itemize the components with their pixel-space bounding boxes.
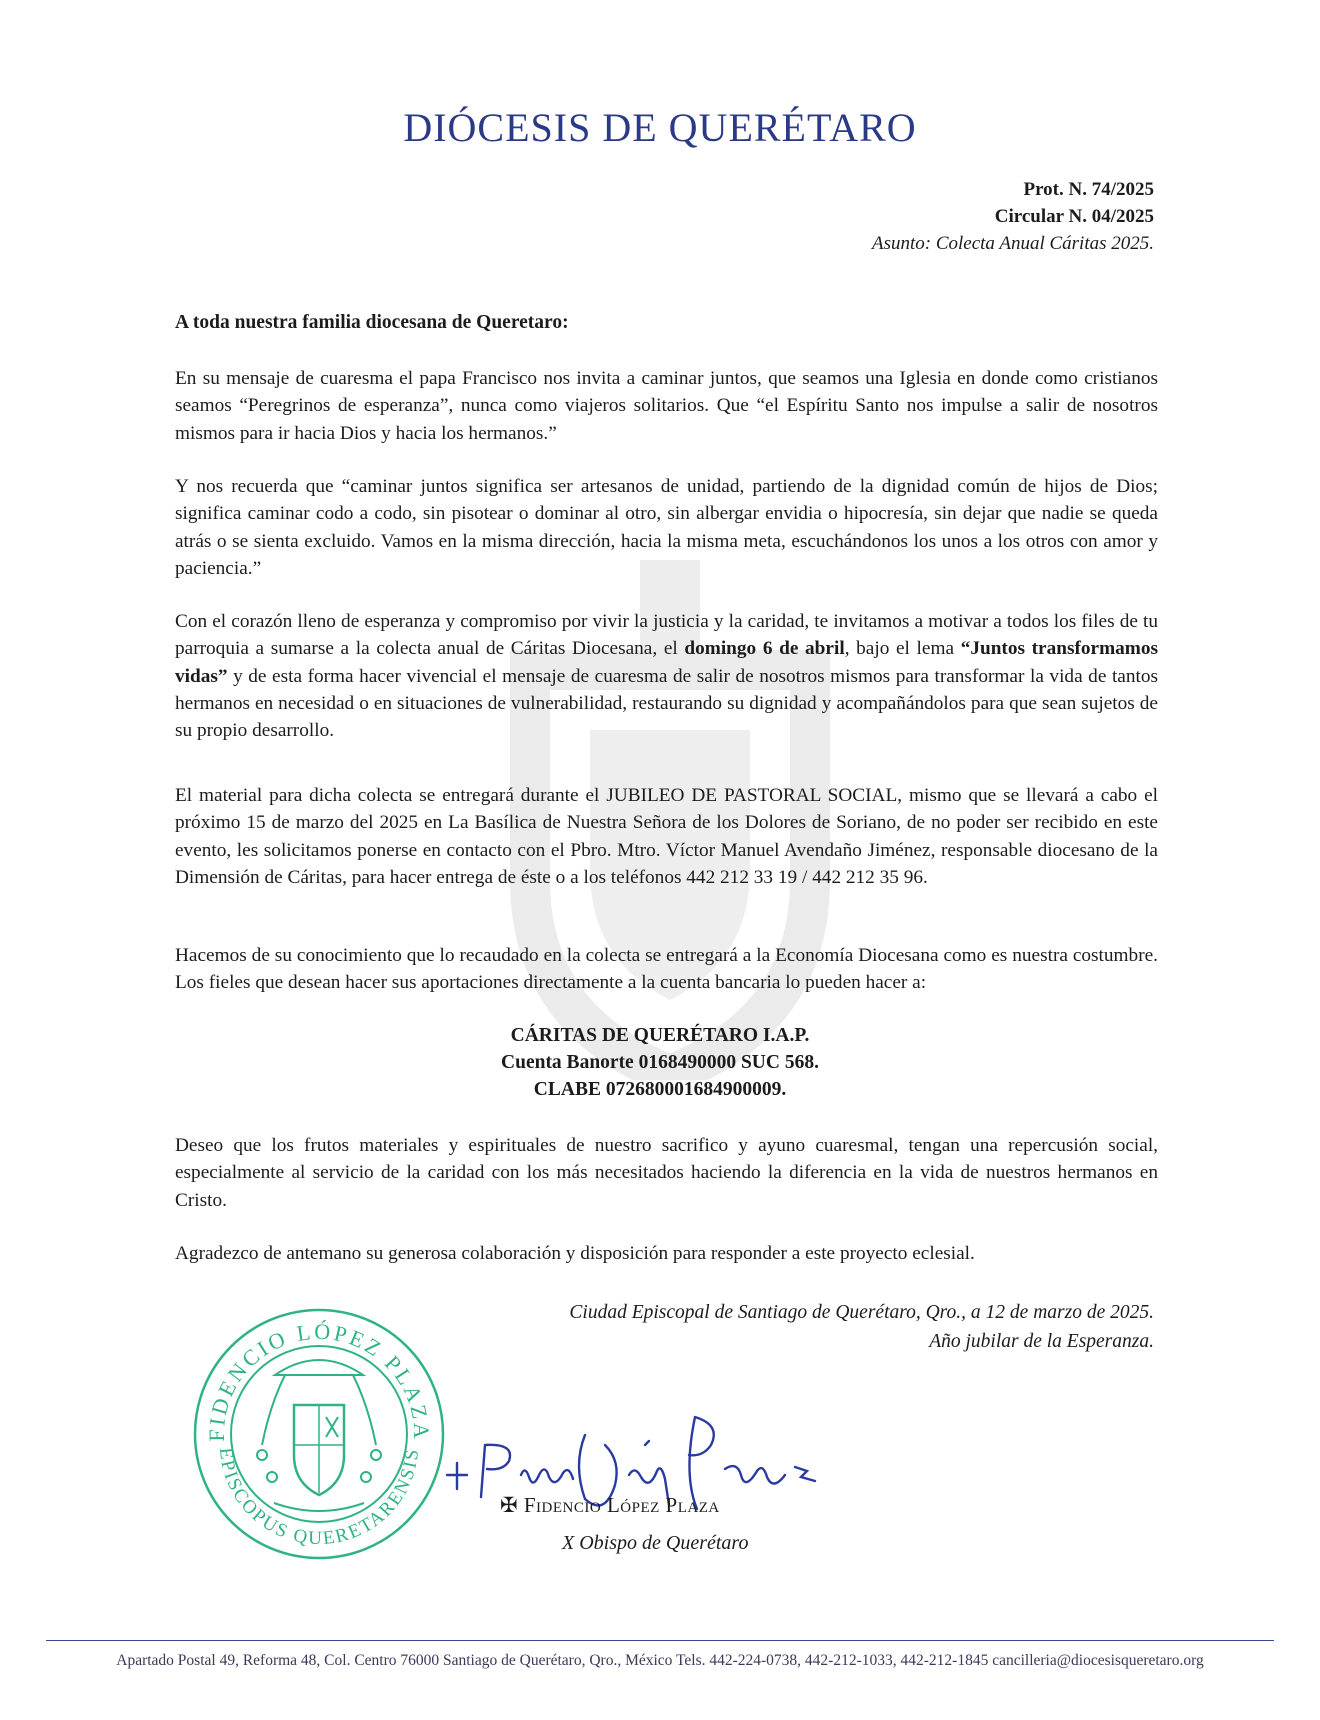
prot-number: Prot. N. 74/2025 [1023, 179, 1154, 200]
subject-line: Asunto: Colecta Anual Cáritas 2025. [871, 233, 1154, 254]
bank-details [0, 1022, 1320, 1103]
paragraph-4: El material para dicha colecta se entregará durante el JUBILEO DE PASTORAL SOCIAL, mismo que se llevará a cabo el próximo 15 de marzo del 2025 en La Basílica de Nuestra Señora de los Dolores de Soriano, de no poder ser recibido en este evento, les solicitamos ponerse en contacto con el Pbro. Mtro. Víctor Manuel Avendaño Jiménez, responsable diocesano de la Dimensión de Cáritas, para hacer entrega de éste o a los teléfonos 442 212 33 19 / 442 212 35 96. [175, 785, 1158, 888]
place-date-block [569, 1298, 1154, 1356]
paragraph-5: Hacemos de su conocimiento que lo recaudado en la colecta se entregará a la Economía Diocesana como es nuestra costumbre. Los fieles que desean hacer sus aportaciones directamente a la cuenta bancaria lo pueden hacer a: [175, 945, 1158, 994]
paragraph-2: Y nos recuerda que “caminar juntos significa ser artesanos de unidad, partiendo de la dignidad común de hijos de Dios; significa caminar codo a codo, sin pisotear o dominar al otro, sin albergar envidia o hipocresía, sin dejar que nadie se queda atrás o se sienta excluido. Vamos en la misma dirección, hacia la misma meta, escuchándonos los unos a los otros con amor y paciencia.” [175, 476, 1158, 579]
salutation: A toda nuestra familia diocesana de Queretaro: [175, 312, 569, 333]
seal-top-text: FIDENCIO LÓPEZ PLAZA [203, 1318, 435, 1442]
bank-beneficiary: CÁRITAS DE QUERÉTARO I.A.P. [510, 1025, 810, 1046]
place-date: Ciudad Episcopal de Santiago de Querétaro, Qro., a 12 de marzo de 2025. [569, 1302, 1154, 1323]
jubilee-year: Año jubilar de la Esperanza. [929, 1331, 1154, 1352]
reference-block [872, 176, 1154, 257]
paragraph-7: Agradezco de antemano su generosa colaboración y disposición para responder a este proyecto eclesial. [175, 1243, 975, 1264]
paragraph-6: Deseo que los frutos materiales y espirituales de nuestro sacrifico y ayuno cuaresmal, tengan una repercusión social, especialmente al servicio de la caridad con los más necesitados haciendo la diferencia en la vida de nuestros hermanos en Cristo. [175, 1135, 1158, 1211]
signer-name-text: Fidencio López Plaza [523, 1493, 720, 1517]
signer-name [500, 1493, 720, 1518]
p3-text-a: Con el corazón lleno de esperanza y compromiso por vivir la justicia y la caridad, te invitamos a motivar a todos los files de tu parroquia a sumarse a la colecta anual de Cáritas Diocesana, el [175, 611, 1158, 660]
signer-title: X Obispo de Querétaro [562, 1532, 749, 1554]
diocese-title: DIÓCESIS DE QUERÉTARO [403, 105, 917, 150]
p3-motto-bold: “Juntos transformamos vidas” [175, 638, 1158, 687]
cross-icon: ✠ [500, 1493, 519, 1517]
paragraph-1: En su mensaje de cuaresma el papa Francisco nos invita a caminar juntos, que seamos una Iglesia en donde como cristianos seamos “Peregrinos de esperanza”, nunca como viajeros solitarios. Que “el Espíritu Santo nos impulse a salir de nosotros mismos para ir hacia Dios y hacia los hermanos.” [175, 368, 1158, 444]
bank-account: Cuenta Banorte 0168490000 SUC 568. [501, 1052, 819, 1073]
seal-bottom-text: EPISCOPUS QUERETARENSIS [214, 1446, 424, 1550]
circular-number: Circular N. 04/2025 [994, 206, 1154, 227]
p3-text-c: , bajo el lema [844, 638, 961, 660]
footer-address: Apartado Postal 49, Reforma 48, Col. Centro 76000 Santiago de Querétaro, Qro., México Tels. 442-224-0738, 442-212-1033, 442-212-1845 cancilleria@diocesisqueretaro.org [116, 1652, 1204, 1669]
episcopal-seal-stamp [190, 1305, 448, 1563]
footer-divider [46, 1640, 1274, 1641]
bank-clabe: CLABE 072680001684900009. [533, 1079, 787, 1100]
p3-text-e: y de esta forma hacer vivencial el mensaje de cuaresma de salir de nosotros mismos para transformar la vida de tantos hermanos en necesidad o en situaciones de vulnerabilidad, restaurando su dignidad y acompañándolos para que sean sujetos de su propio desarrollo. [175, 665, 1158, 742]
p3-date-bold: domingo 6 de abril [684, 638, 845, 660]
paragraph-3 [175, 608, 1158, 744]
